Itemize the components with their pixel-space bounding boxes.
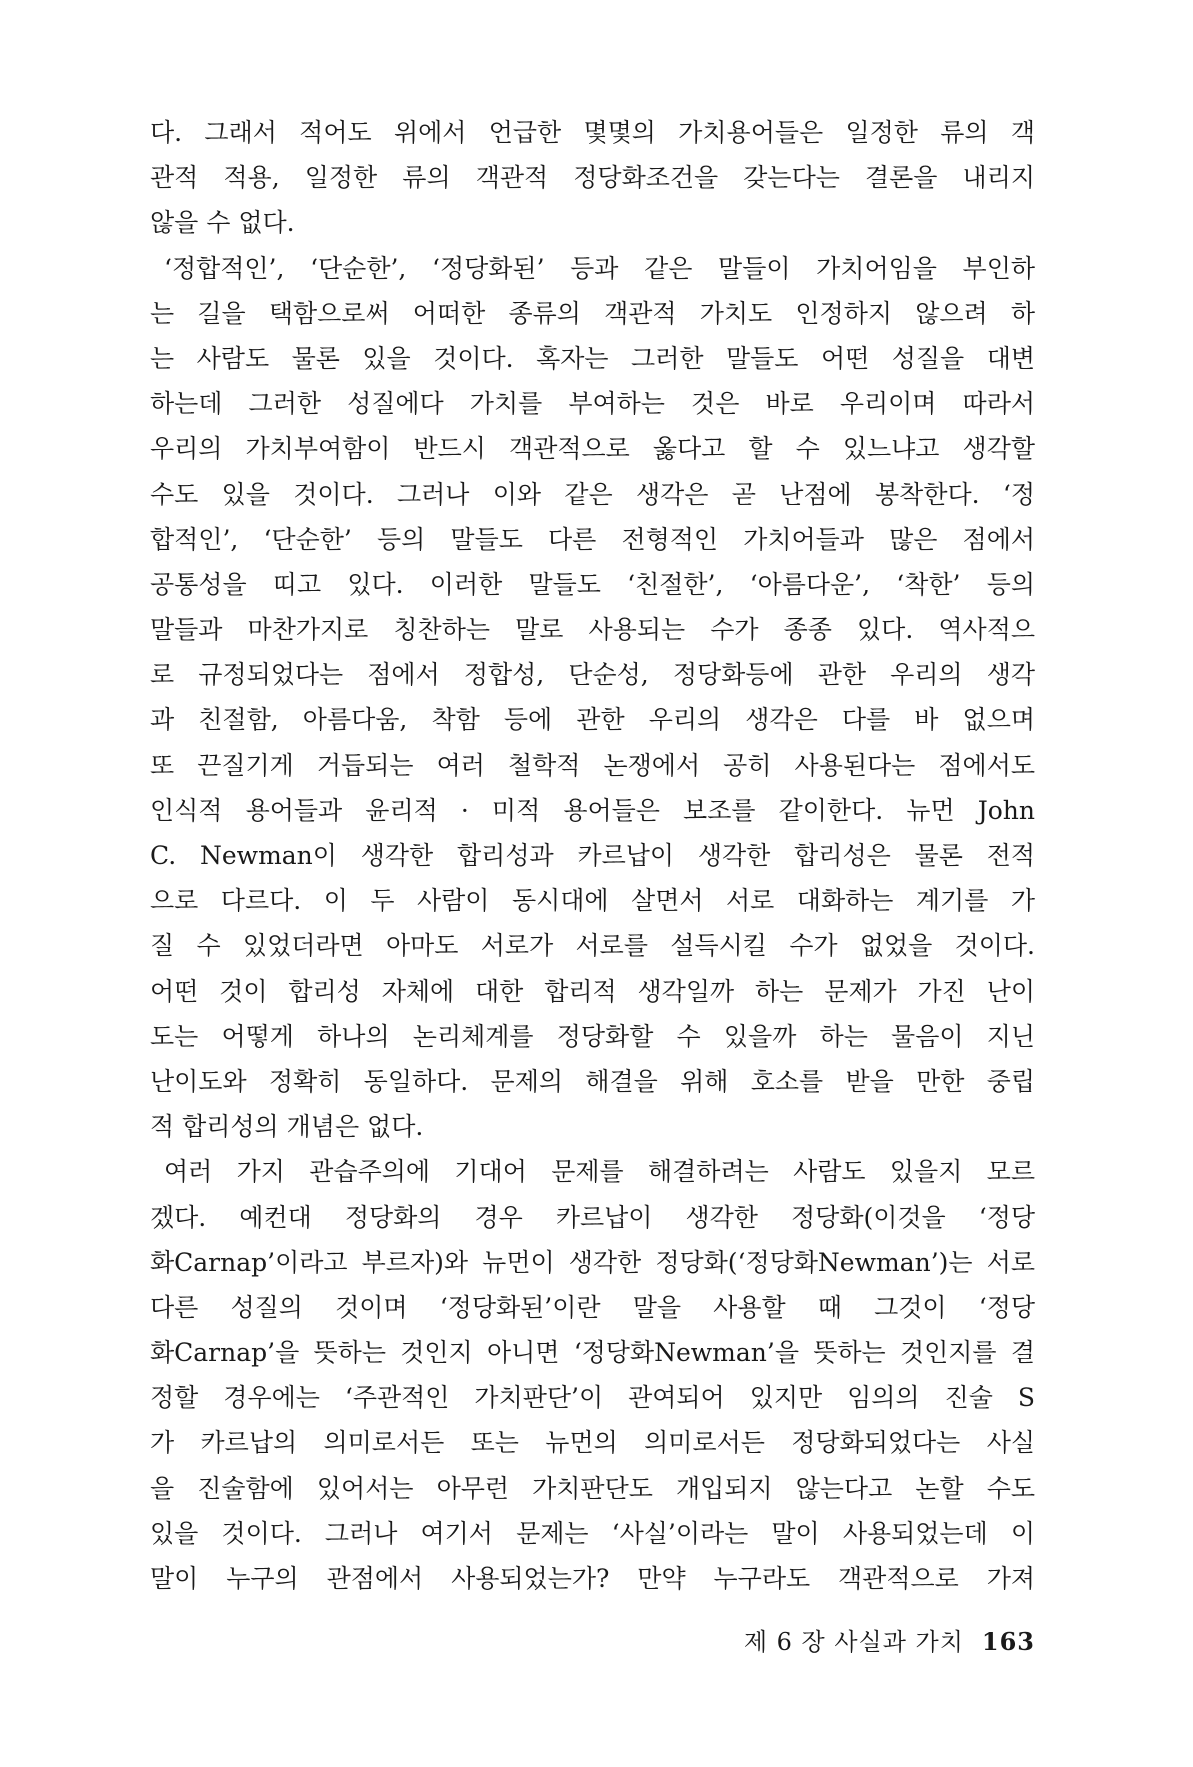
text-line: 가 카르납의 의미로서든 또는 뉴먼의 의미로서든 정당화되었다는 사실 bbox=[150, 1428, 1035, 1458]
text-line: 과 친절함, 아름다움, 착함 등에 관한 우리의 생각은 다를 바 없으며 bbox=[150, 705, 1035, 735]
text-line: 으로 다르다. 이 두 사람이 동시대에 살면서 서로 대화하는 계기를 가 bbox=[150, 886, 1035, 916]
text-line: 우리의 가치부여함이 반드시 객관적으로 옳다고 할 수 있느냐고 생각할 bbox=[150, 434, 1035, 464]
page-body bbox=[150, 110, 1035, 1601]
text-line: 다. 그래서 적어도 위에서 언급한 몇몇의 가치용어들은 일정한 류의 객 bbox=[150, 118, 1035, 147]
text-line: 적 합리성의 개념은 없다. bbox=[150, 1112, 424, 1142]
page-number: 163 bbox=[981, 1627, 1035, 1656]
text-line: 않을 수 없다. bbox=[150, 208, 295, 238]
text-line: 다른 성질의 것이며 ‘정당화된’이란 말을 사용할 때 그것이 ‘정당 bbox=[150, 1292, 1035, 1322]
text-line: 는 사람도 물론 있을 것이다. 혹자는 그러한 말들도 어떤 성질을 대변 bbox=[150, 343, 1035, 373]
text-line: 관적 적용, 일정한 류의 객관적 정당화조건을 갖는다는 결론을 내리지 bbox=[150, 163, 1035, 193]
text-line: 말이 누구의 관점에서 사용되었는가? 만약 누구라도 객관적으로 가져 bbox=[150, 1564, 1035, 1593]
text-line: 질 수 있었더라면 아마도 서로가 서로를 설득시킬 수가 없었을 것이다. bbox=[150, 931, 1035, 961]
text-line: 는 길을 택함으로써 어떠한 종류의 객관적 가치도 인정하지 않으려 하 bbox=[150, 298, 1035, 328]
text-line: 합적인’, ‘단순한’ 등의 말들도 다른 전형적인 가치어들과 많은 점에서 bbox=[150, 524, 1035, 554]
text-line: 여러 가지 관습주의에 기대어 문제를 해결하려는 사람도 있을지 모르 bbox=[164, 1157, 1035, 1187]
text-line: 화Carnap’을 뜻하는 것인지 아니면 ‘정당화Newman’을 뜻하는 것인지를 결 bbox=[150, 1338, 1035, 1368]
text-line: ‘정합적인’, ‘단순한’, ‘정당화된’ 등과 같은 말들이 가치어임을 부인하 bbox=[164, 253, 1035, 283]
text-line: 화Carnap’이라고 부르자)와 뉴먼이 생각한 정당화(‘정당화Newman’)는 서로 bbox=[150, 1247, 1035, 1277]
text-line: 을 진술함에 있어서는 아무런 가치판단도 개입되지 않는다고 논할 수도 bbox=[150, 1473, 1035, 1503]
text-line: 정할 경우에는 ‘주관적인 가치판단’이 관여되어 있지만 임의의 진술 S bbox=[150, 1383, 1035, 1413]
text-line: 수도 있을 것이다. 그러나 이와 같은 생각은 곧 난점에 봉착한다. ‘정 bbox=[150, 479, 1035, 509]
text-line: 인식적 용어들과 윤리적 · 미적 용어들은 보조를 같이한다. 뉴먼 John bbox=[150, 795, 1035, 825]
text-line: 도는 어떻게 하나의 논리체계를 정당화할 수 있을까 하는 물음이 지닌 bbox=[150, 1021, 1035, 1051]
text-line: 말들과 마찬가지로 칭찬하는 말로 사용되는 수가 종종 있다. 역사적으 bbox=[150, 615, 1035, 645]
text-line: 하는데 그러한 성질에다 가치를 부여하는 것은 바로 우리이며 따라서 bbox=[150, 389, 1035, 419]
text-line: C. Newman이 생각한 합리성과 카르납이 생각한 합리성은 물론 전적 bbox=[150, 841, 1035, 870]
page-footer bbox=[700, 1622, 1035, 1662]
text-line: 어떤 것이 합리성 자체에 대한 합리적 생각일까 하는 문제가 가진 난이 bbox=[150, 976, 1035, 1006]
text-line: 또 끈질기게 거듭되는 여러 철학적 논쟁에서 공히 사용된다는 점에서도 bbox=[150, 750, 1035, 780]
text-line: 겠다. 예컨대 정당화의 경우 카르납이 생각한 정당화(이것을 ‘정당 bbox=[150, 1202, 1035, 1232]
running-footer-chapter: 제 6 장 사실과 가치 bbox=[743, 1628, 964, 1656]
text-line: 난이도와 정확히 동일하다. 문제의 해결을 위해 호소를 받을 만한 중립 bbox=[150, 1066, 1035, 1096]
text-line: 공통성을 띠고 있다. 이러한 말들도 ‘친절한’, ‘아름다운’, ‘착한’ 등의 bbox=[150, 569, 1035, 599]
text-line: 로 규정되었다는 점에서 정합성, 단순성, 정당화등에 관한 우리의 생각 bbox=[150, 660, 1035, 690]
text-line: 있을 것이다. 그러나 여기서 문제는 ‘사실’이라는 말이 사용되었는데 이 bbox=[150, 1518, 1035, 1548]
